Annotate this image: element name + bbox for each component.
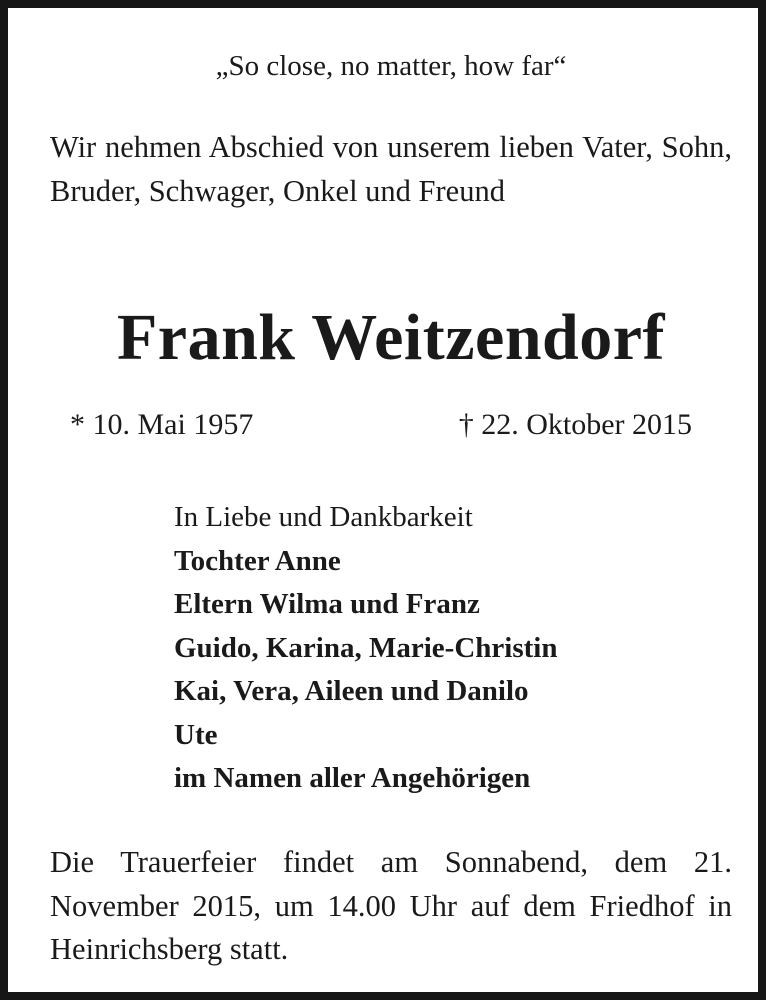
deceased-name: Frank Weitzendorf <box>116 301 666 374</box>
mourner-line: Eltern Wilma und Franz <box>174 588 480 620</box>
mourners-block <box>174 496 734 801</box>
mourner-line: Guido, Karina, Marie-Christin <box>174 631 558 664</box>
mourner-line: Kai, Vera, Aileen und Danilo <box>174 675 529 707</box>
motto-quote: „So close, no matter, how far“ <box>215 50 567 82</box>
death-date: † 22. Oktober 2015 <box>458 408 692 441</box>
intro-text: Wir nehmen Abschied von unserem lieben Vater, Sohn, Bruder, Schwager, Onkel und Freund <box>50 130 732 208</box>
mourner-line: Tochter Anne <box>174 544 341 577</box>
mourners-intro: In Liebe und Dankbarkeit <box>174 501 473 533</box>
birth-date: * 10. Mai 1957 <box>70 408 254 441</box>
mourner-line: im Namen aller Angehörigen <box>174 762 531 794</box>
mourner-line: Ute <box>174 718 218 751</box>
funeral-details: Die Trauerfeier findet am Sonnabend, dem 21. November 2015, um 14.00 Uhr auf dem Friedhof in Heinrichsberg statt. <box>50 845 732 966</box>
